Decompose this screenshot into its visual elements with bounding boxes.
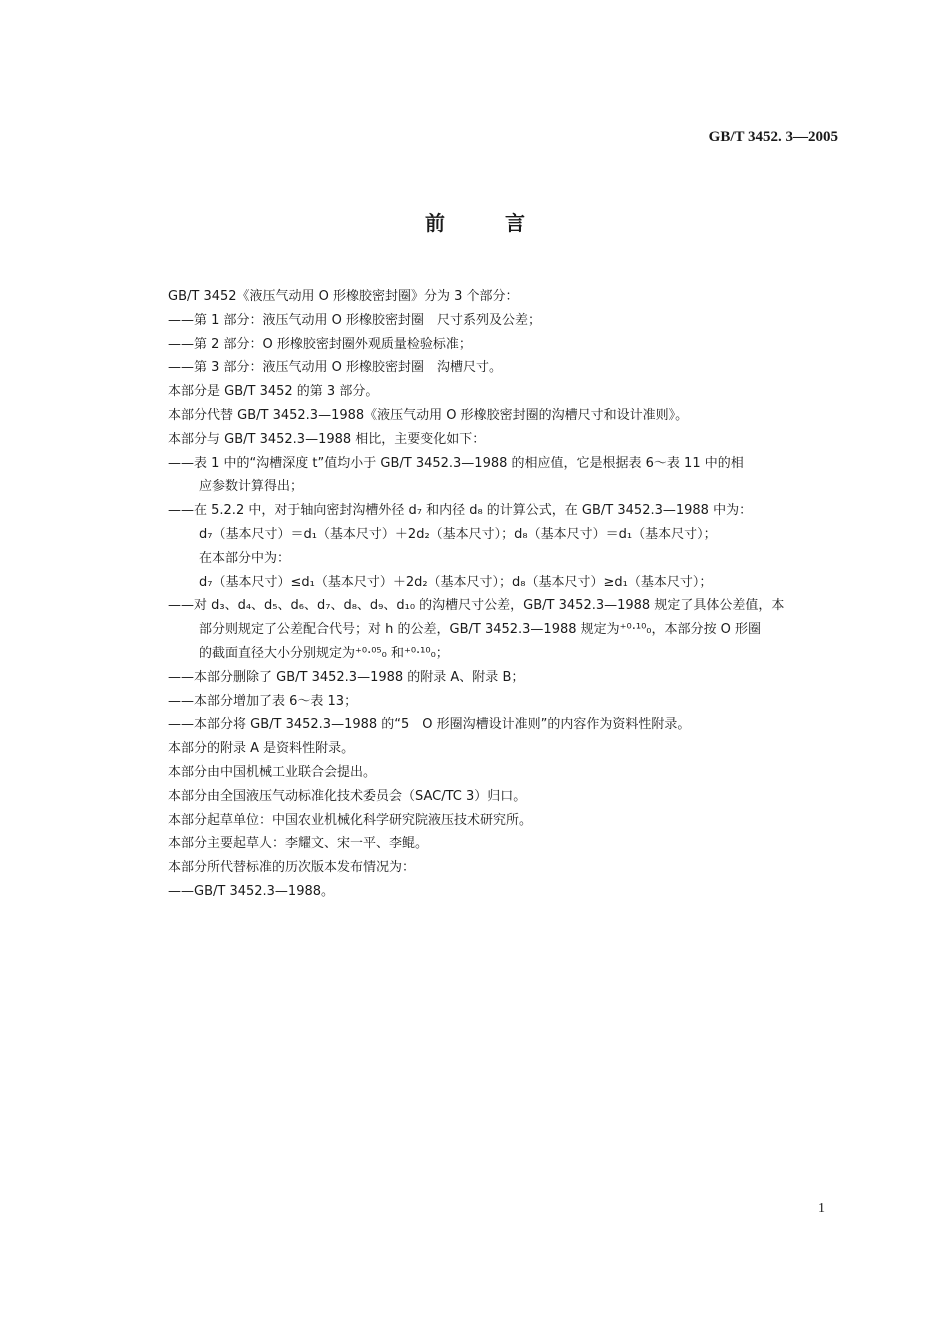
text-line: 本部分代替 GB/T 3452.3—1988《液压气动用 O 形橡胶密封圈的沟槽尺寸和设计准则》。 [168,407,689,423]
text-line: 本部分是 GB/T 3452 的第 3 部分。 [168,384,379,400]
text-line: 在本部分中为： [199,550,291,566]
text-line: ——本部分将 GB/T 3452.3—1988 的“5 O 形圈沟槽设计准则”的内容作为资料性附录。 [168,717,691,733]
text-line: GB/T 3452《液压气动用 O 形橡胶密封圈》分为 3 个部分： [168,289,519,304]
text-line: ——第 2 部分：O 形橡胶密封圈外观质量检验标准； [168,336,472,352]
text-line: ——GB/T 3452.3—1988。 [168,883,335,899]
page-number: 1 [818,1201,825,1216]
text-line: 本部分主要起草人：李耀文、宋一平、李鲲。 [168,836,429,852]
text-line: d₇（基本尺寸）≤d₁（基本尺寸）＋2d₂（基本尺寸）；d₈（基本尺寸）≥d₁（基本尺寸）； [199,574,713,590]
text-line: 本部分所代替标准的历次版本发布情况为： [168,860,416,876]
text-line: ——对 d₃、d₄、d₅、d₆、d₇、d₈、d₉、d₁₀ 的沟槽尺寸公差，GB/T 3452.3—1988 规定了具体公差值，本 [168,598,785,614]
text-line: 的截面直径大小分别规定为⁺⁰·⁰⁵₀ 和⁺⁰·¹⁰₀； [199,645,449,661]
text-line: ——本部分删除了 GB/T 3452.3—1988 的附录 A、附录 B； [168,669,525,685]
text-line: 本部分由全国液压气动标准化技术委员会（SAC/TC 3）归口。 [168,788,527,804]
text-line: ——第 1 部分：液压气动用 O 形橡胶密封圈 尺寸系列及公差； [168,312,542,328]
text-line: 应参数计算得出； [199,479,304,495]
text-line: d₇（基本尺寸）＝d₁（基本尺寸）＋2d₂（基本尺寸）；d₈（基本尺寸）＝d₁（基本尺寸）； [199,526,717,542]
foreword-body [168,285,840,904]
text-line: 本部分起草单位：中国农业机械化科学研究院液压技术研究所。 [168,812,533,828]
text-line: ——表 1 中的“沟槽深度 t”值均小于 GB/T 3452.3—1988 的相应值，它是根据表 6～表 11 中的相 [168,455,744,471]
standard-code: GB/T 3452. 3—2005 [708,129,838,145]
text-line: 本部分由中国机械工业联合会提出。 [168,764,377,780]
text-line: 本部分的附录 A 是资料性附录。 [168,741,355,757]
page-title: 前言 [425,211,585,235]
text-line: ——本部分增加了表 6～表 13； [168,693,358,709]
text-line: ——在 5.2.2 中，对于轴向密封沟槽外径 d₇ 和内径 d₈ 的计算公式，在 GB/T 3452.3—1988 中为： [168,503,753,519]
text-line: 部分则规定了公差配合代号；对 h 的公差，GB/T 3452.3—1988 规定为⁺⁰·¹⁰₀，本部分按 O 形圈 [199,622,761,638]
text-line: ——第 3 部分：液压气动用 O 形橡胶密封圈 沟槽尺寸。 [168,360,503,376]
text-line: 本部分与 GB/T 3452.3—1988 相比，主要变化如下： [168,431,486,447]
